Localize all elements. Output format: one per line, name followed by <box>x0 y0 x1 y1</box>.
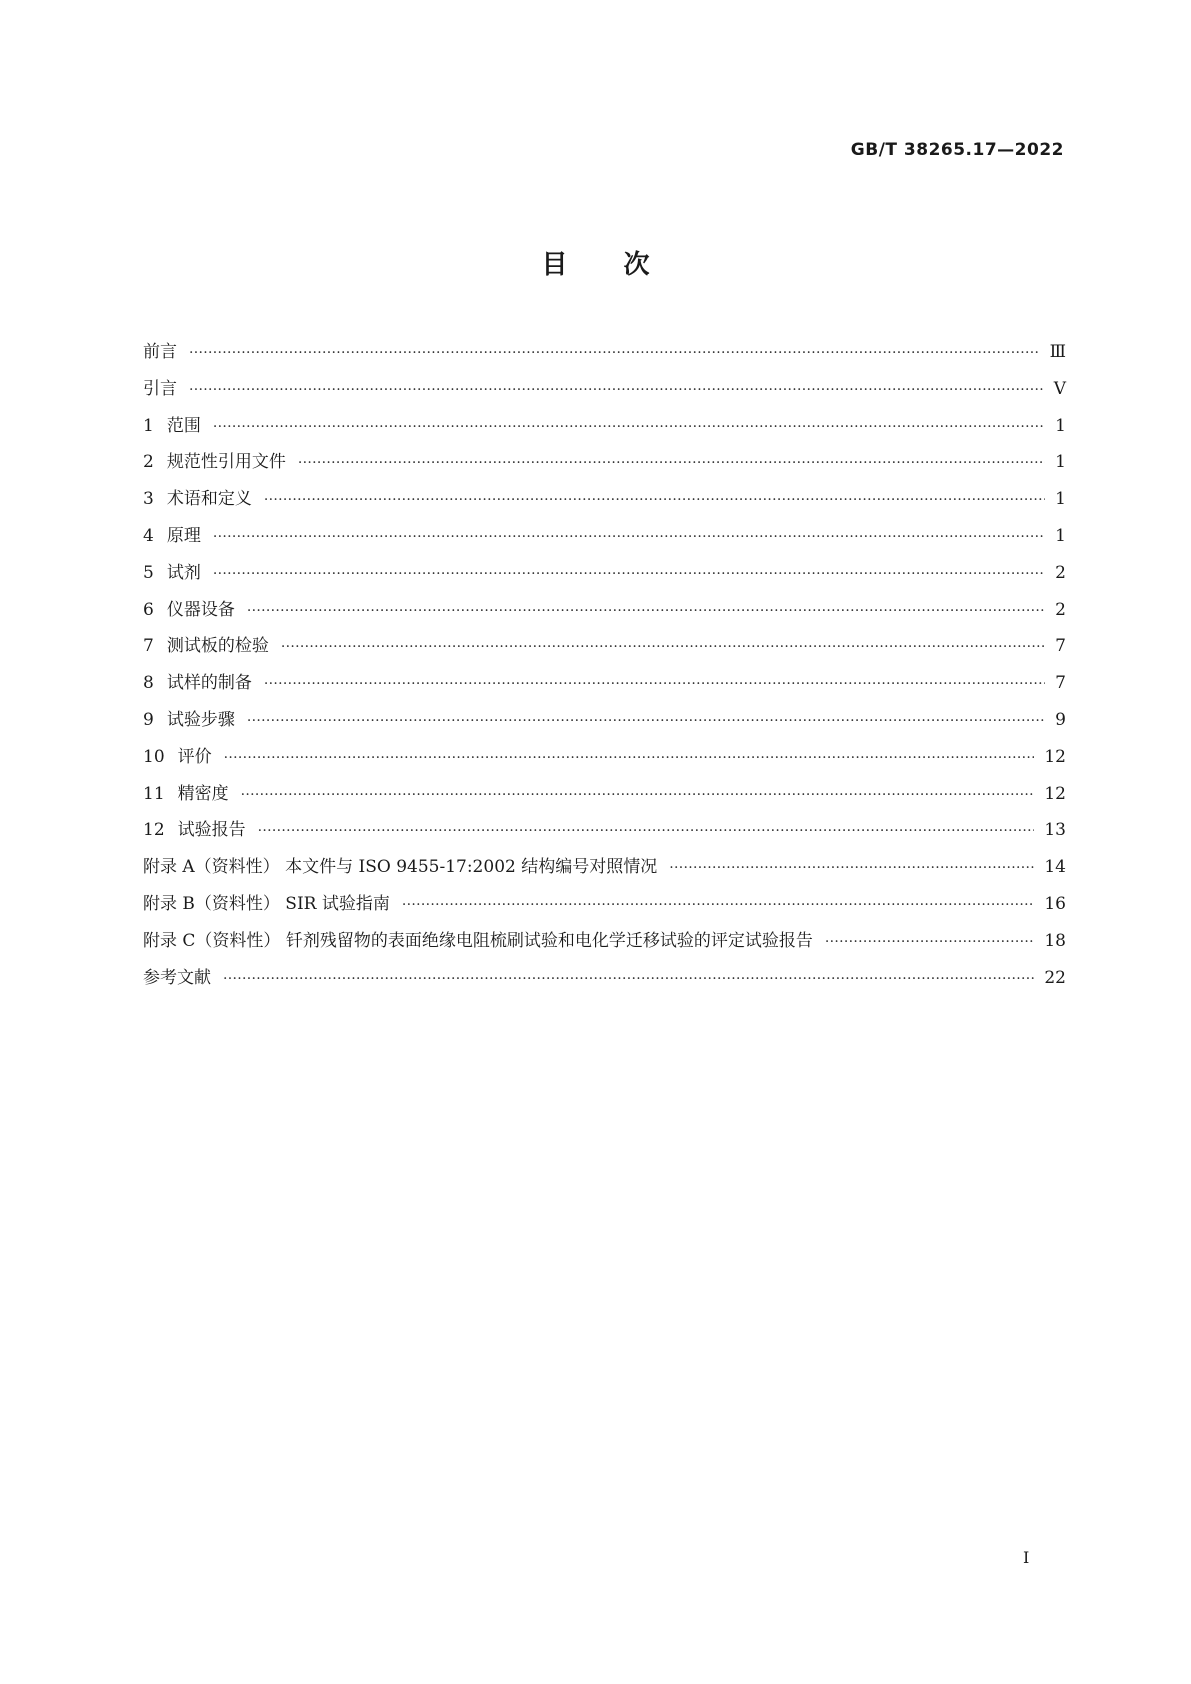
toc-entry-page: 1 <box>1055 489 1066 510</box>
toc-entry-label: 测试板的检验 <box>166 636 269 657</box>
toc-entry-page: 14 <box>1044 857 1066 878</box>
dot-leader <box>189 341 1040 365</box>
dot-leader <box>298 451 1045 475</box>
toc-entry-appendix-a[interactable] <box>143 855 1066 892</box>
toc-entry-2[interactable] <box>143 450 1066 487</box>
toc-entry-page: 12 <box>1044 746 1066 767</box>
toc-entry-number: 4 <box>143 525 154 546</box>
toc-entry-label: 原理 <box>166 525 201 546</box>
toc-entry-introduction[interactable] <box>143 377 1066 414</box>
toc-entry-6[interactable] <box>143 598 1066 635</box>
dot-leader <box>402 893 1034 917</box>
toc-entry-number: 1 <box>143 415 154 436</box>
toc-entry-label: 附录 A（资料性） 本文件与 ISO 9455-17:2002 结构编号对照情况 <box>143 857 658 878</box>
toc-entry-label: 精密度 <box>177 783 229 804</box>
toc-entry-appendix-c[interactable] <box>143 929 1066 966</box>
toc-entry-label: 试样的制备 <box>166 673 252 694</box>
dot-leader <box>258 819 1035 843</box>
toc-entry-label: 评价 <box>177 746 212 767</box>
toc-entry-label: 规范性引用文件 <box>166 452 286 473</box>
toc-entry-number: 12 <box>143 820 165 841</box>
toc-entry-page: 22 <box>1044 967 1066 988</box>
toc-entry-1[interactable] <box>143 414 1066 451</box>
toc-entry-number: 2 <box>143 452 154 473</box>
toc-entry-page: Ⅴ <box>1053 378 1066 399</box>
toc-entry-page: 1 <box>1055 452 1066 473</box>
toc-entry-page: 12 <box>1044 783 1066 804</box>
dot-leader <box>247 709 1045 733</box>
toc-entry-number: 11 <box>143 783 165 804</box>
dot-leader <box>189 378 1044 402</box>
toc-entry-page: 9 <box>1055 709 1066 730</box>
toc-entry-12[interactable] <box>143 818 1066 855</box>
toc-entry-appendix-b[interactable] <box>143 892 1066 929</box>
toc-entry-8[interactable] <box>143 671 1066 708</box>
page-number: I <box>1023 1548 1030 1567</box>
toc-entry-references[interactable] <box>143 966 1066 1003</box>
dot-leader <box>224 746 1035 770</box>
toc-entry-11[interactable] <box>143 782 1066 819</box>
dot-leader <box>281 635 1045 659</box>
toc-entry-number: 7 <box>143 636 154 657</box>
dot-leader <box>223 967 1034 991</box>
toc-entry-label: 附录 C（资料性） 钎剂残留物的表面绝缘电阻梳刷试验和电化学迁移试验的评定试验报告 <box>143 930 813 951</box>
toc-entry-page: 7 <box>1055 636 1066 657</box>
toc-entry-page: 16 <box>1044 893 1066 914</box>
toc-entry-label: 试剂 <box>166 562 201 583</box>
toc-entry-number: 6 <box>143 599 154 620</box>
toc-entry-number: 3 <box>143 489 154 510</box>
toc-entry-page: 1 <box>1055 415 1066 436</box>
dot-leader <box>213 525 1045 549</box>
dot-leader <box>241 783 1035 807</box>
dot-leader <box>247 599 1045 623</box>
toc-entry-7[interactable] <box>143 634 1066 671</box>
toc-entry-label: 前言 <box>143 342 177 362</box>
toc-entry-number: 8 <box>143 673 154 694</box>
toc-entry-page: 2 <box>1055 599 1066 620</box>
toc-entry-label: 参考文献 <box>143 967 211 988</box>
toc-entry-foreword[interactable] <box>143 340 1066 377</box>
toc-entry-number: 5 <box>143 562 154 583</box>
dot-leader <box>669 856 1034 880</box>
toc-entry-page: 13 <box>1044 820 1066 841</box>
standard-code: GB/T 38265.17—2022 <box>850 140 1064 160</box>
toc-entry-number: 9 <box>143 709 154 730</box>
toc-entry-label: 术语和定义 <box>166 489 252 510</box>
toc-entry-4[interactable] <box>143 524 1066 561</box>
toc-entry-page: Ⅲ <box>1049 342 1066 362</box>
toc-entry-10[interactable] <box>143 745 1066 782</box>
toc-entry-page: 18 <box>1044 930 1066 951</box>
toc-entry-label: 试验步骤 <box>166 709 235 730</box>
page-title: 目次 <box>541 250 706 280</box>
toc-entry-page: 2 <box>1055 562 1066 583</box>
toc-entry-label: 引言 <box>143 378 177 399</box>
toc-entry-number: 10 <box>143 746 165 767</box>
toc-entry-label: 范围 <box>166 415 201 436</box>
dot-leader <box>825 930 1035 954</box>
toc-entry-3[interactable] <box>143 487 1066 524</box>
toc-entry-label: 附录 B（资料性） SIR 试验指南 <box>143 893 390 914</box>
toc-entry-5[interactable] <box>143 561 1066 598</box>
toc-entry-page: 7 <box>1055 673 1066 694</box>
toc-entry-page: 1 <box>1055 525 1066 546</box>
toc-entry-label: 试验报告 <box>177 820 246 841</box>
dot-leader <box>264 672 1045 696</box>
dot-leader <box>213 415 1045 439</box>
dot-leader <box>264 488 1045 512</box>
toc-entry-label: 仪器设备 <box>166 599 235 620</box>
dot-leader <box>213 562 1045 586</box>
table-of-contents <box>143 340 1066 1002</box>
toc-entry-9[interactable] <box>143 708 1066 745</box>
